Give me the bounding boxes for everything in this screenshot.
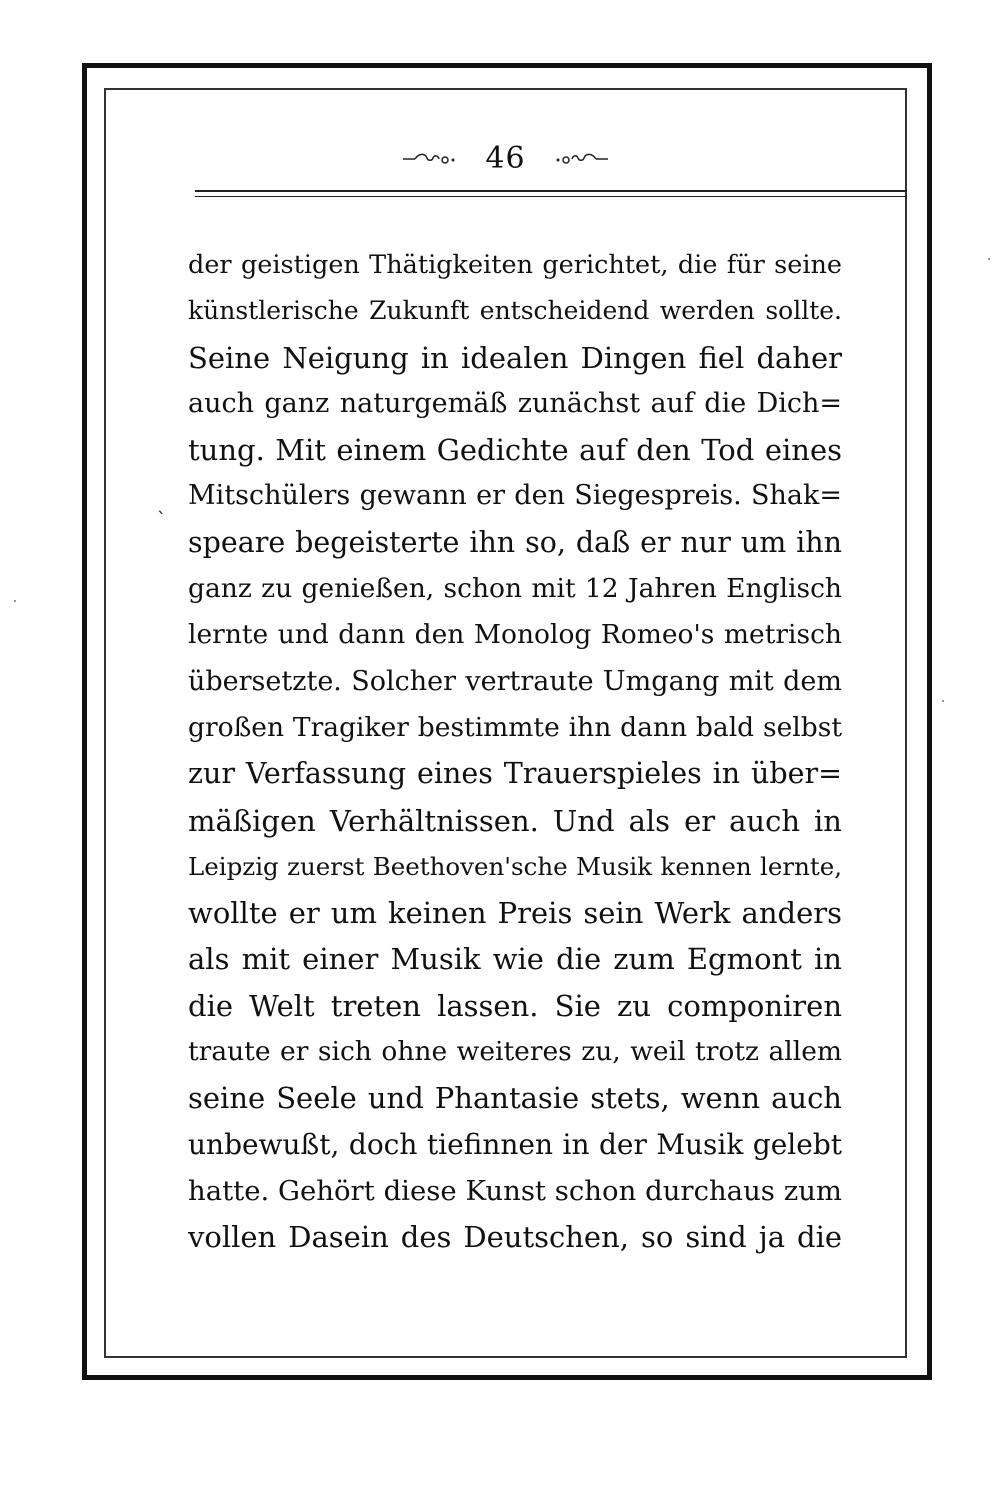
text-line: vollen Dasein des Deutschen, so sind ja die — [188, 1220, 842, 1255]
paper-speck — [942, 700, 944, 702]
text-line: ganz zu genießen, schon mit 12 Jahren Englisch — [188, 573, 842, 605]
text-line: großen Tragiker bestimmte ihn dann bald selbst — [188, 711, 842, 743]
text-line: Seine Neigung in idealen Dingen fiel daher — [188, 340, 842, 375]
paper-speck — [988, 258, 990, 260]
left-ornament-icon — [401, 150, 457, 166]
text-line: tung. Mit einem Gedichte auf den Tod eines — [188, 433, 842, 468]
page-header — [104, 138, 907, 178]
text-line: auch ganz naturgemäß zunächst auf die Dich= — [188, 387, 842, 419]
text-line: die Welt treten lassen. Sie zu componiren — [188, 988, 842, 1023]
text-line: seine Seele und Phantasie stets, wenn auch — [188, 1081, 842, 1116]
text-line: übersetzte. Solcher vertraute Umgang mit dem — [188, 665, 842, 697]
text-line: der geistigen Thätigkeiten gerichtet, die für seine — [188, 250, 842, 280]
text-line: lernte und dann den Monolog Romeo's metrisch — [188, 619, 842, 651]
text-line: unbewußt, doch tiefinnen in der Musik gelebt — [188, 1127, 842, 1161]
page-number: 46 — [485, 140, 526, 176]
stray-print-mark: ˎ — [157, 494, 166, 515]
text-line: wollte er um keinen Preis sein Werk anders — [188, 896, 842, 931]
text-line: Mitschülers gewann er den Siegespreis. Shak= — [188, 480, 842, 512]
text-line: mäßigen Verhältnissen. Und als er auch in — [188, 803, 842, 838]
text-line: als mit einer Musik wie die zum Egmont in — [188, 942, 842, 977]
header-double-rule — [195, 190, 907, 199]
text-line: künstlerische Zukunft entscheidend werden sollte. — [188, 296, 842, 326]
paper-speck — [14, 600, 16, 602]
right-ornament-icon — [554, 150, 610, 166]
body-text — [188, 242, 842, 1261]
text-line: zur Verfassung eines Trauerspieles in über= — [188, 757, 842, 791]
text-line: speare begeisterte ihn so, daß er nur um ihn — [188, 525, 842, 559]
text-line: hatte. Gehört diese Kunst schon durchaus zum — [188, 1174, 842, 1207]
text-line: traute er sich ohne weiteres zu, weil trotz allem — [188, 1036, 842, 1068]
text-line: Leipzig zuerst Beethoven'sche Musik kennen lernte, — [188, 851, 842, 881]
